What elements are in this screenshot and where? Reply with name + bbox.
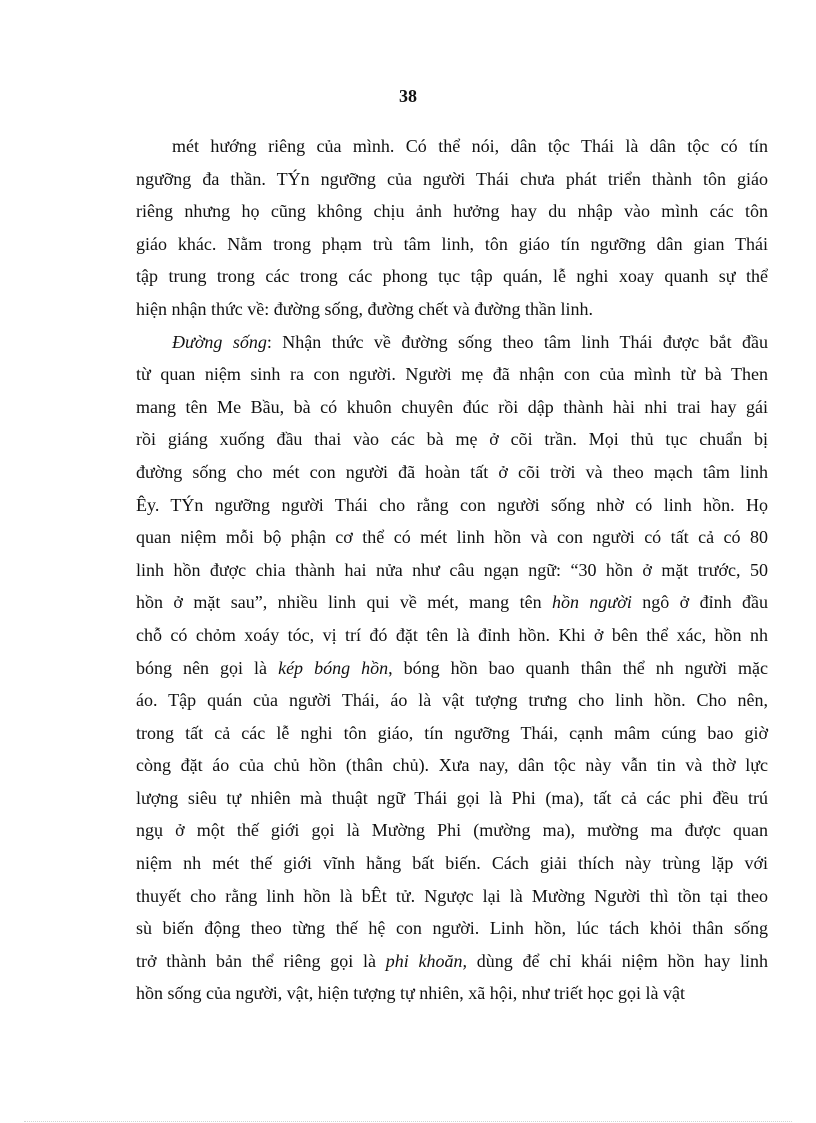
text-run: , bóng hồn bao quanh thân thể nh người mặc [388,657,769,678]
text-run: mét hướng riêng của mình. Có thể nói, dân tộc Thái là dân tộc có tín [172,136,768,156]
text-line [136,293,768,326]
text-run: niệm nh mét thế giới vĩnh hằng bất biến. Cách giải thích này trùng lặp với [136,853,768,874]
text-line [136,847,768,880]
text-line [136,521,768,554]
text-run: ngô ở đỉnh đầu [631,592,768,613]
text-line [136,326,768,359]
text-run: mang tên Me Bầu, bà có khuôn chuyên đúc rồi dập thành hài nhi trai hay gái [136,396,768,417]
text-run: hồn ở mặt sau”, nhiều linh qui về mét, mang tên [136,592,552,613]
text-run: áo. Tập quán của người Thái, áo là vật tượng trưng cho linh hồn. Cho nên, [136,690,768,711]
text-line [136,945,768,978]
text-line [136,163,768,196]
text-line [136,977,768,1010]
italic-term: kép bóng hồn [278,657,389,678]
text-run: ngưỡng đa thần. TÝn ngưỡng của người Thái chưa phát triển thành tôn giáo [136,168,768,189]
body-text [136,130,768,1010]
italic-term: Đường sống [172,331,267,352]
text-line [136,489,768,522]
text-line [136,423,768,456]
text-line [136,814,768,847]
text-run: linh hồn được chia thành hai nửa như câu ngạn ngữ: “30 hồn ở mặt trước, 50 [136,559,768,580]
text-line [136,195,768,228]
text-run: đường sống cho mét con người đã hoàn tất ở cõi trời và theo mạch tâm linh [136,461,768,482]
text-run: bóng nên gọi là [136,657,279,678]
text-line [136,391,768,424]
text-line [136,912,768,945]
text-run: hiện nhận thức về: đường sống, đường chết và đường thần linh. [136,298,594,319]
text-run: trong tất cả các lễ nghi tôn giáo, tín ngưỡng Thái, cạnh mâm cúng bao giờ [136,722,768,743]
text-line [136,619,768,652]
page-number: 38 [399,86,417,106]
text-run: hồn sống của người, vật, hiện tượng tự nhiên, xã hội, như triết học gọi là vật [136,983,685,1004]
text-line [136,456,768,489]
text-line [136,880,768,913]
bottom-dotted-rule [24,1121,792,1122]
text-line [136,130,768,163]
text-line [136,684,768,717]
text-run: giáo khác. Nằm trong phạm trù tâm linh, tôn giáo tín ngưỡng dân gian Thái [136,233,768,254]
text-run: thuyết cho rằng linh hồn là bÊt tử. Ngược lại là Mường Người thì tồn tại theo [136,885,768,906]
text-line [136,228,768,261]
italic-term: phi khoăn, [385,950,467,971]
text-line [136,358,768,391]
text-run: lượng siêu tự nhiên mà thuật ngữ Thái gọi là Phi (ma), tất cả các phi đều trú [136,787,768,808]
text-line [136,782,768,815]
text-run: còng đặt áo của chủ hồn (thân chủ). Xưa nay, dân tộc này vẫn tin và thờ lực [136,755,768,776]
text-run: tập trung trong các trong các phong tục tập quán, lễ nghi xoay quanh sự thể [136,266,768,287]
text-run: dùng để chỉ khái niệm hồn hay linh [467,950,768,971]
text-run: rồi giáng xuống đầu thai vào các bà mẹ ở cõi trần. Mọi thủ tục chuẩn bị [136,429,768,450]
text-run: chỗ có chỏm xoáy tóc, vị trí đó đặt tên là đỉnh hồn. Khi ở bên thể xác, hồn nh [136,624,768,645]
text-run: : Nhận thức về đường sống theo tâm linh Thái được bắt đầu [266,331,769,352]
text-line [136,260,768,293]
text-line [136,554,768,587]
text-line [136,749,768,782]
text-line [136,652,768,685]
text-run: ngụ ở một thế giới gọi là Mường Phi (mường ma), mường ma được quan [136,820,768,841]
text-line [136,717,768,750]
text-run: từ quan niệm sinh ra con người. Người mẹ đã nhận con của mình từ bà Then [136,364,768,385]
text-run: quan niệm mỗi bộ phận cơ thể có mét linh hồn và con người có tất cả có 80 [136,527,768,548]
text-line [136,586,768,619]
text-run: trở thành bản thể riêng gọi là [136,950,386,971]
text-run: Êy. TÝn ngưỡng người Thái cho rằng con người sống nhờ có linh hồn. Họ [136,494,768,515]
italic-term: hồn người [551,592,632,613]
text-run: riêng nhưng họ cũng không chịu ảnh hưởng hay du nhập vào mình các tôn [136,201,768,222]
text-run: sù biến động theo từng thế hệ con người. Linh hồn, lúc tách khỏi thân sống [136,918,768,939]
